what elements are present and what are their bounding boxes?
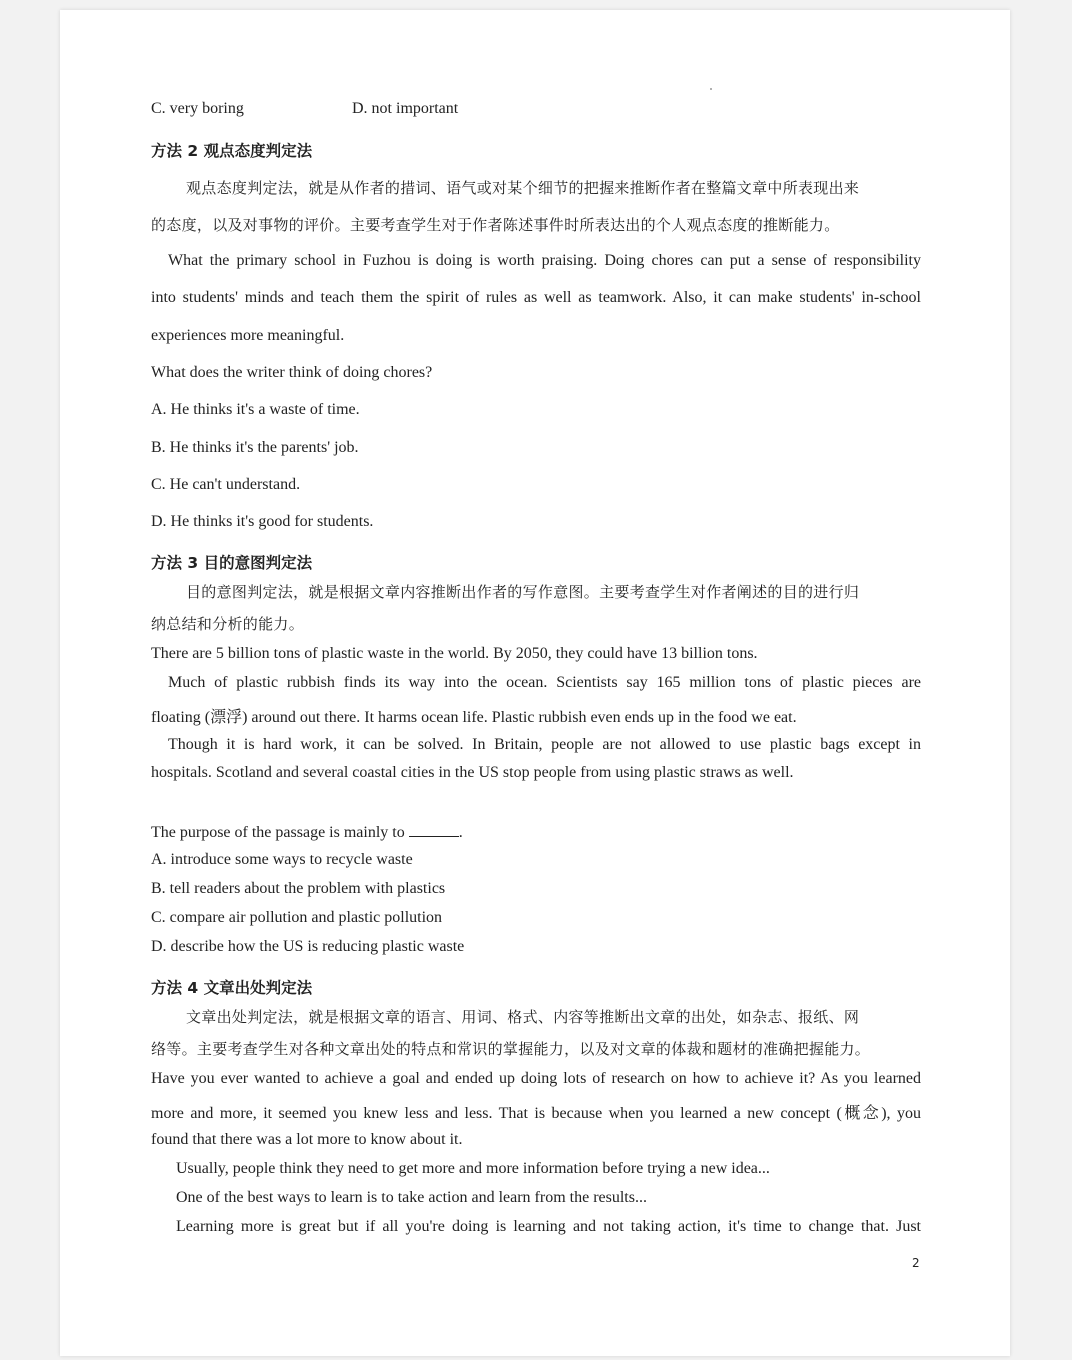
method-2-option-d: D. He thinks it's good for students. <box>151 513 374 530</box>
method-2-passage-line-2: into students' minds and teach them the spirit of rules as well as teamwork. Also, it can make students' in-school <box>151 289 921 306</box>
option-c: C. very boring <box>151 100 244 117</box>
method-4-description-line-2: 络等。主要考查学生对各种文章出处的特点和常识的掌握能力，以及对文章的体裁和题材的准确把握能力。 <box>151 1040 871 1058</box>
method-3-description-line-1: 目的意图判定法，就是根据文章内容推断出作者的写作意图。主要考查学生对作者阐述的目的进行归 <box>186 583 860 601</box>
method-2-passage-line-1: What the primary school in Fuzhou is doing is worth praising. Doing chores can put a sense of responsibility <box>168 252 921 269</box>
method-2-option-a: A. He thinks it's a waste of time. <box>151 401 360 418</box>
method-3-passage-line-1: There are 5 billion tons of plastic waste in the world. By 2050, they could have 13 billion tons. <box>151 645 758 662</box>
method-4-passage-line-3: found that there was a lot more to know about it. <box>151 1131 463 1148</box>
method-2-passage-line-3: experiences more meaningful. <box>151 327 345 344</box>
method-4-passage-line-2: more and more, it seemed you knew less and less. That is because when you learned a new concept (概念), you <box>151 1105 921 1122</box>
method-2-heading: 方法 2 观点态度判定法 <box>151 142 313 160</box>
method-3-passage-line-4: Though it is hard work, it can be solved. In Britain, people are not allowed to use plastic bags except in <box>168 736 921 753</box>
method-2-option-c: C. He can't understand. <box>151 476 301 493</box>
scan-speck <box>710 88 712 90</box>
option-d: D. not important <box>352 100 459 117</box>
method-4-heading: 方法 4 文章出处判定法 <box>151 979 313 997</box>
method-3-passage-line-5: hospitals. Scotland and several coastal cities in the US stop people from using plastic straws as well. <box>151 764 794 781</box>
method-3-question-text: The purpose of the passage is mainly to <box>151 824 405 841</box>
page-number: 2 <box>912 1256 920 1270</box>
method-3-heading: 方法 3 目的意图判定法 <box>151 554 313 572</box>
method-2-description-line-2: 的态度，以及对事物的评价。主要考查学生对于作者陈述事件时所表达出的个人观点态度的推断能力。 <box>151 216 840 234</box>
method-3-option-c: C. compare air pollution and plastic pollution <box>151 909 443 926</box>
method-2-question: What does the writer think of doing chores? <box>151 364 433 381</box>
method-3-passage-line-2: Much of plastic rubbish finds its way into the ocean. Scientists say 165 million tons of plastic pieces are <box>168 674 921 691</box>
answer-blank <box>409 822 459 837</box>
method-2-description-line-1: 观点态度判定法，就是从作者的措词、语气或对某个细节的把握来推断作者在整篇文章中所表现出来 <box>186 179 860 197</box>
method-3-option-d: D. describe how the US is reducing plastic waste <box>151 938 465 955</box>
method-2-option-b: B. He thinks it's the parents' job. <box>151 439 359 456</box>
method-3-passage-line-3: floating (漂浮) around out there. It harms ocean life. Plastic rubbish even ends up in the food we eat. <box>151 709 797 726</box>
method-4-passage-line-4: Usually, people think they need to get more and more information before trying a new idea... <box>176 1160 770 1177</box>
document-page <box>60 10 1010 1356</box>
method-3-option-b: B. tell readers about the problem with plastics <box>151 880 446 897</box>
method-3-question-end: . <box>458 824 463 841</box>
method-4-passage-line-1: Have you ever wanted to achieve a goal and ended up doing lots of research on how to achieve it? As you learned <box>151 1070 921 1087</box>
method-3-description-line-2: 纳总结和分析的能力。 <box>151 615 305 633</box>
method-4-passage-line-5: One of the best ways to learn is to take action and learn from the results... <box>176 1189 647 1206</box>
method-3-option-a: A. introduce some ways to recycle waste <box>151 851 413 868</box>
method-3-question <box>151 822 463 842</box>
method-4-passage-line-6: Learning more is great but if all you're doing is learning and not taking action, it's time to change that. Just <box>176 1218 921 1235</box>
method-4-description-line-1: 文章出处判定法，就是根据文章的语言、用词、格式、内容等推断出文章的出处，如杂志、报纸、网 <box>186 1008 860 1026</box>
previous-options-row <box>151 100 459 118</box>
